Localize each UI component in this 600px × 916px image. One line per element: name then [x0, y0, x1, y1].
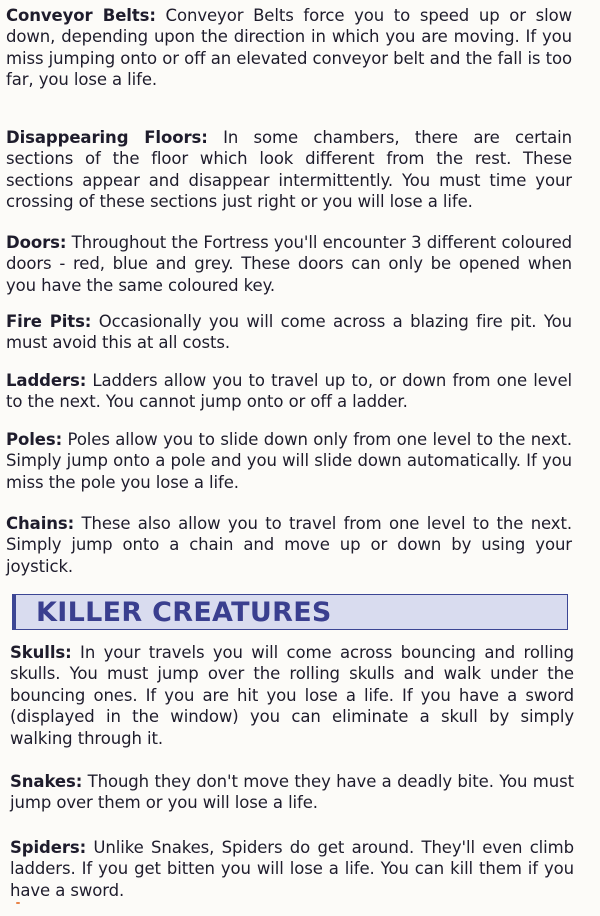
entry-term: Skulls:: [10, 642, 72, 662]
entry-term: Chains:: [6, 513, 75, 533]
entry-term: Snakes:: [10, 771, 83, 791]
entry-term: Conveyor Belts:: [6, 5, 156, 25]
entry-conveyor-belts: [6, 5, 572, 91]
entry-term: Disappearing Floors:: [6, 127, 208, 147]
entry-term: Spiders:: [10, 837, 87, 857]
entry-poles: [6, 429, 572, 494]
entry-term: Doors:: [6, 232, 67, 252]
entry-spiders: [10, 837, 574, 902]
entry-ladders: [6, 370, 572, 413]
entry-text: These also allow you to travel from one level to the next. Simply jump onto a chain and move up or down by using your joystick.: [6, 513, 572, 576]
entry-doors: [6, 232, 572, 297]
entry-text: Poles allow you to slide down only from one level to the next. Simply jump onto a pole and you will slide down automatically. If you miss the pole you lose a life.: [6, 429, 572, 492]
section-title: KILLER CREATURES: [36, 597, 332, 628]
entry-snakes: [10, 771, 574, 814]
entry-text: Conveyor Belts force you to speed up or slow down, depending upon the direction in which you are moving. If you miss jumping onto or off an elevated conveyor belt and the fall is too far, you lose a life.: [6, 5, 572, 90]
entry-text: In some chambers, there are certain sections of the floor which look different from the rest. These sections appear and disappear intermittently. You must time your crossing of these sections just right or you will lose a life.: [6, 127, 572, 212]
entry-text: Occasionally you will come across a blazing fire pit. You must avoid this at all costs.: [6, 311, 572, 353]
print-speck: [16, 902, 20, 904]
section-header-bar: [12, 594, 568, 630]
entry-term: Poles:: [6, 429, 63, 449]
entry-skulls: [10, 642, 574, 750]
entry-disappearing-floors: [6, 127, 572, 213]
entry-fire-pits: [6, 311, 572, 354]
entry-text: Throughout the Fortress you'll encounter 3 different coloured doors - red, blue and grey. These doors can only be opened when you have the same coloured key.: [6, 232, 572, 295]
entry-term: Ladders:: [6, 370, 87, 390]
entry-term: Fire Pits:: [6, 311, 92, 331]
entry-text: Though they don't move they have a deadly bite. You must jump over them or you will lose a life.: [10, 771, 574, 813]
entry-chains: [6, 513, 572, 578]
entry-text: In your travels you will come across bouncing and rolling skulls. You must jump over the rolling skulls and walk under the bouncing ones. If you are hit you lose a life. If you have a sword (displayed in the window) you can eliminate a skull by simply walking through it.: [10, 642, 574, 748]
entry-text: Unlike Snakes, Spiders do get around. They'll even climb ladders. If you get bitten you will lose a life. You can kill them if you have a sword.: [10, 837, 574, 900]
entry-text: Ladders allow you to travel up to, or down from one level to the next. You cannot jump onto or off a ladder.: [6, 370, 572, 412]
